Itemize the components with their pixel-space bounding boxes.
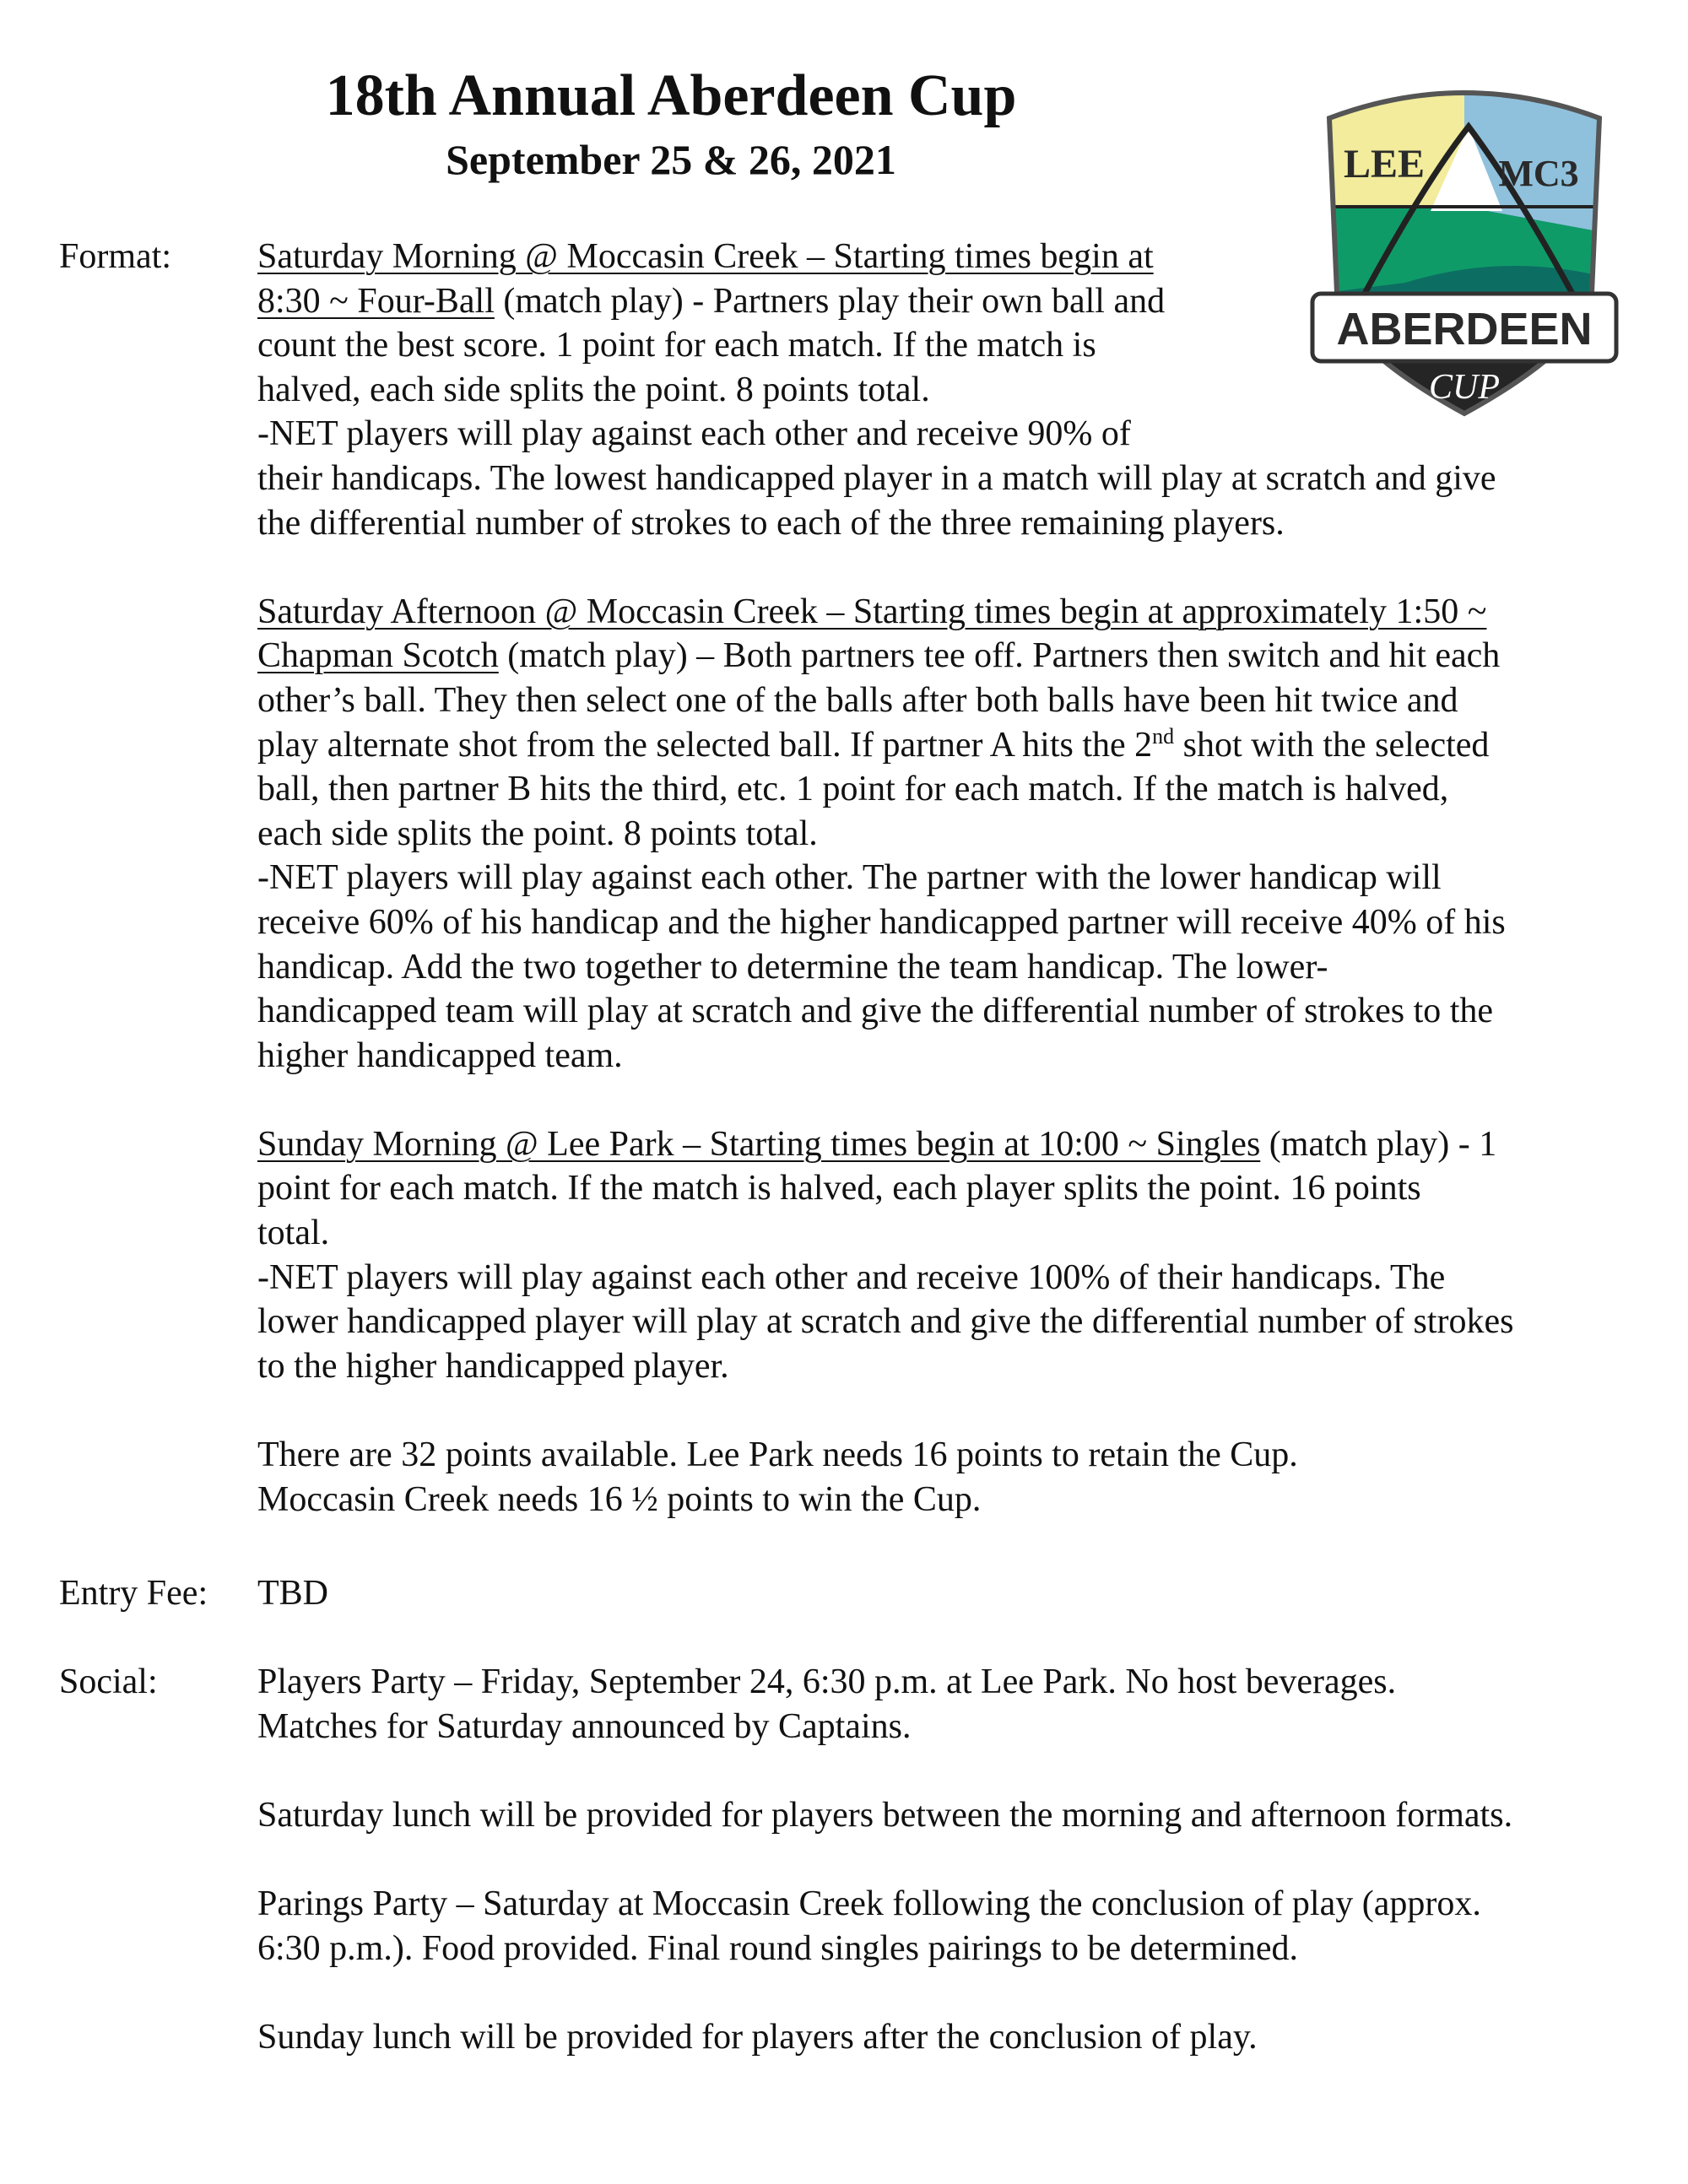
- saturday-afternoon-text: ball, then partner B hits the third, etc. 1 point for each match. If the match is halved,: [257, 770, 1449, 809]
- saturday-morning-text: count the best score. 1 point for each match. If the match is: [257, 326, 1096, 365]
- sunday-lunch-section: [257, 2015, 1642, 2060]
- logo-aberdeen-text: ABERDEEN: [1336, 304, 1593, 354]
- points-text: There are 32 points available. Lee Park needs 16 points to retain the Cup.: [257, 1435, 1298, 1475]
- ordinal-suffix: nd: [1152, 723, 1175, 749]
- sunday-morning-net: lower handicapped player will play at scratch and give the differential number of strokes: [257, 1302, 1514, 1342]
- saturday-lunch-section: [257, 1793, 1642, 1838]
- saturday-afternoon-net: receive 60% of his handicap and the higher handicapped partner will receive 40% of his: [257, 902, 1506, 942]
- social-body: [257, 1660, 1642, 2104]
- saturday-morning-heading: Saturday Morning @ Moccasin Creek – Starting times begin at: [257, 237, 1154, 276]
- event-dates: September 25 & 26, 2021: [446, 136, 896, 183]
- players-party-section: [257, 1660, 1642, 1749]
- saturday-afternoon-text: play alternate shot from the selected ball. If partner A hits the 2: [257, 725, 1153, 765]
- saturday-morning-text: (match play) - Partners play their own ball and: [494, 281, 1166, 321]
- saturday-morning-net: -NET players will play against each other and receive 90% of: [257, 414, 1131, 454]
- logo-cup-text: CUP: [1429, 368, 1500, 407]
- format-label: Format:: [59, 237, 171, 276]
- saturday-morning-net: the differential number of strokes to each of the three remaining players.: [257, 503, 1285, 543]
- logo-lee-text: LEE: [1343, 142, 1426, 187]
- saturday-lunch-text: Saturday lunch will be provided for players between the morning and afternoon formats.: [257, 1795, 1513, 1835]
- sunday-morning-net: to the higher handicapped player.: [257, 1346, 729, 1386]
- saturday-afternoon-net: higher handicapped team.: [257, 1035, 623, 1075]
- logo-mc3-text: MC3: [1498, 153, 1579, 194]
- sunday-morning-net: -NET players will play against each other and receive 100% of their handicaps. The: [257, 1257, 1446, 1297]
- parings-party-text: 6:30 p.m.). Food provided. Final round singles pairings to be determined.: [257, 1928, 1299, 1968]
- players-party-text: Players Party – Friday, September 24, 6:30 p.m. at Lee Park. No host beverages.: [257, 1662, 1397, 1701]
- saturday-afternoon-format: Chapman Scotch: [257, 636, 499, 676]
- saturday-morning-net: their handicaps. The lowest handicapped player in a match will play at scratch and give: [257, 458, 1496, 498]
- saturday-afternoon-heading: Saturday Afternoon @ Moccasin Creek – Starting times begin at approximately 1:50 ~: [257, 592, 1487, 631]
- saturday-morning-section: [257, 235, 1642, 545]
- entry-fee-value: TBD: [257, 1574, 328, 1613]
- sunday-lunch-text: Sunday lunch will be provided for players after the conclusion of play.: [257, 2017, 1258, 2057]
- saturday-afternoon-section: [257, 590, 1642, 1078]
- sunday-morning-heading: Sunday Morning @ Lee Park – Starting times begin at 10:00 ~ Singles: [257, 1124, 1261, 1164]
- parings-party-text: Parings Party – Saturday at Moccasin Creek following the conclusion of play (approx.: [257, 1884, 1481, 1923]
- saturday-morning-format: 8:30 ~ Four-Ball: [257, 281, 495, 321]
- points-text: Moccasin Creek needs 16 ½ points to win the Cup.: [257, 1479, 982, 1519]
- saturday-morning-text: halved, each side splits the point. 8 points total.: [257, 370, 930, 409]
- page-title: 18th Annual Aberdeen Cup: [325, 63, 1017, 128]
- sunday-morning-section: [257, 1122, 1642, 1389]
- saturday-afternoon-net: -NET players will play against each other. The partner with the lower handicap will: [257, 858, 1442, 898]
- saturday-afternoon-text: each side splits the point. 8 points total.: [257, 814, 818, 853]
- saturday-afternoon-net: handicapped team will play at scratch and give the differential number of strokes to the: [257, 992, 1494, 1031]
- sunday-morning-text: total.: [257, 1214, 330, 1253]
- entry-fee-body: [257, 1571, 1642, 1616]
- entry-fee-label: Entry Fee:: [59, 1574, 208, 1613]
- saturday-afternoon-text: (match play) – Both partners tee off. Partners then switch and hit each: [498, 636, 1501, 676]
- sunday-morning-text: (match play) - 1: [1260, 1124, 1497, 1164]
- social-label: Social:: [59, 1662, 158, 1701]
- parings-party-section: [257, 1882, 1642, 1970]
- format-body: [257, 235, 1642, 1566]
- saturday-afternoon-net: handicap. Add the two together to determine the team handicap. The lower-: [257, 947, 1328, 987]
- sunday-morning-text: point for each match. If the match is halved, each player splits the point. 16 points: [257, 1169, 1421, 1208]
- saturday-afternoon-text: other’s ball. They then select one of the balls after both balls have been hit twice and: [257, 680, 1458, 720]
- players-party-text: Matches for Saturday announced by Captains.: [257, 1706, 912, 1746]
- saturday-afternoon-text: shot with the selected: [1174, 725, 1490, 765]
- points-section: [257, 1433, 1642, 1522]
